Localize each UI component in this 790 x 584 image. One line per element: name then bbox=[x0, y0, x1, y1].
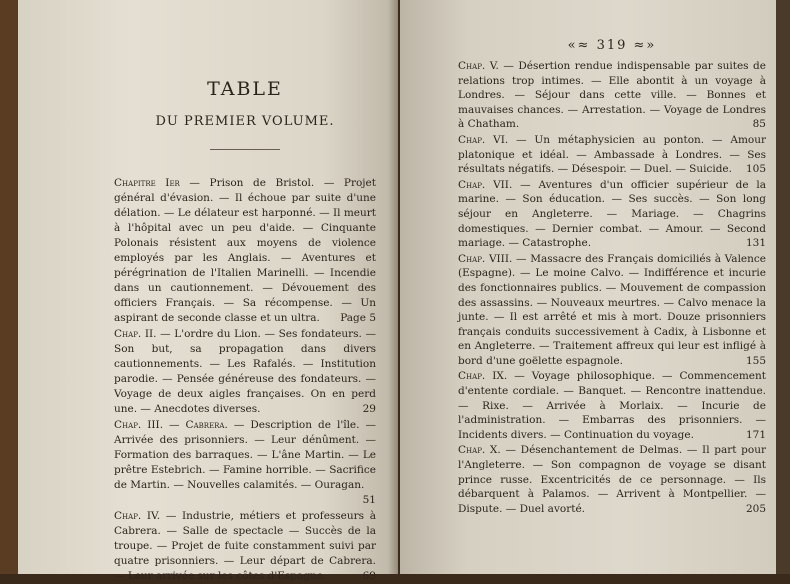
toc-entry bbox=[458, 178, 766, 251]
book-cover-edge bbox=[0, 0, 18, 574]
toc-chapter-summary: — Description de l'île. — Arrivée des prisonniers. — Leur dénûment. — Formation des barraques. — L'âne Martin. — Le prêtre Estebrich. — Famine horrible. — Sacrifice de Martin. — Nouvelles calamités. — Ouragan. bbox=[114, 419, 376, 491]
left-page bbox=[18, 0, 398, 582]
toc-chapter-summary: — Industrie, métiers et professeurs à Cabrera. — Salle de spectacle — Succès de la troupe. — Projet de fuite constamment suivi par quatre prisonniers. — Leur départ de Cabrera. — Leur arrivée sur les côtes d'Espagne. bbox=[114, 510, 376, 582]
toc-chapter-label: Chap. V. bbox=[458, 60, 499, 72]
toc-entry bbox=[114, 418, 376, 508]
toc-entry bbox=[114, 509, 376, 584]
toc-chapter-label: Chap. III. — Cabrera. bbox=[114, 419, 228, 431]
toc-page-number: 155 bbox=[745, 354, 766, 367]
toc-chapter-label: Chap. VII. bbox=[458, 178, 513, 191]
toc-page-number: 29 bbox=[362, 403, 376, 415]
toc-chapter-label: Chapitre Ier bbox=[114, 177, 180, 189]
divider bbox=[210, 149, 280, 150]
toc-page-number: 171 bbox=[745, 428, 766, 441]
toc-chapter-label: Chap. IV. bbox=[114, 510, 161, 522]
toc-entry bbox=[458, 59, 766, 132]
page-number: «≈ 319 ≈» bbox=[567, 38, 657, 53]
toc-entry bbox=[114, 176, 376, 326]
book-right-edge bbox=[776, 0, 790, 574]
toc-chapter-summary: — Voyage philosophique. — Commencement d'entente cordiale. — Banquet. — Rencontre inattendue. — Rixe. — Arrivée à Morlaix. — Incurie de l'administration. — Embarras des prisonniers. — Incidents divers. — Continuation du voyage. bbox=[458, 370, 767, 441]
toc-entry bbox=[114, 327, 376, 417]
toc-chapter-summary: — Aventures d'un officier supérieur de la marine. — Son éducation. — Ses succès. — Son long séjour en Angleterre. — Mariage. — Chagrins domestiques. — Dernier combat. — Amour. — Second mariage. — Catastrophe. bbox=[458, 178, 767, 250]
page-subtitle: DU PREMIER VOLUME. bbox=[155, 114, 335, 129]
toc-page-number: 131 bbox=[745, 237, 766, 250]
toc-chapter-label: Chap. VIII. bbox=[458, 252, 513, 265]
toc-chapter-label: Chap. VI. bbox=[458, 133, 509, 146]
page-title: TABLE bbox=[207, 78, 283, 100]
toc-page-number: 51 bbox=[362, 494, 376, 506]
toc-page-number: 69 bbox=[362, 570, 376, 582]
toc-entry bbox=[458, 252, 766, 369]
toc-chapter-summary: — L'ordre du Lion. — Ses fondateurs. — Son but, sa propagation dans divers cautionnements. — Les Rafalés. — Institution parodie. — Pensée généreuse des fondateurs. — Voyage de deux aigles françaises. On en perd une. — Anecdotes diverses. bbox=[114, 328, 376, 415]
toc-chapter-label: Chap. IX. bbox=[458, 370, 508, 383]
toc-entry bbox=[458, 369, 766, 442]
right-page bbox=[400, 0, 776, 574]
page-number-value: 319 bbox=[596, 38, 628, 53]
toc-entry bbox=[458, 133, 766, 177]
toc-page-number: 105 bbox=[745, 163, 766, 176]
toc-chapter-summary: — Désenchantement de Delmas. — Il part pour l'Angleterre. — Son compagnon de voyage se disant prince russe. Excentricités de ce personnage. — Ils débarquent à Palamos. — Arrivent à Montpellier. — Dispute. — Duel avorté. bbox=[458, 444, 766, 515]
toc-chapter-summary: — Un métaphysicien au ponton. — Amour platonique et idéal. — Ambassade à Londres. — Ses résultats négatifs. — Désespoir. — Duel. — Suicide. bbox=[458, 133, 767, 176]
toc-list-right bbox=[458, 59, 766, 516]
toc-chapter-summary: — Massacre des Français domiciliés à Valence (Espagne). — Le moine Calvo. — Indifférence et incurie des fonctionnaires publics. — Mouvement de compassion des assassins. — Nouveaux meurtres. — Calvo menace la junte. — Il est arrêté et mis à mort. Douze prisonniers français conduits successivement à Cadix, à Lisbonne et en Angleterre. — Traitement affreux qui leur est infligé à bord d'une goëlette espagnole. bbox=[458, 252, 766, 367]
toc-list-left bbox=[114, 176, 376, 584]
toc-page-number: 85 bbox=[752, 118, 766, 131]
toc-chapter-summary: — Prison de Bristol. — Projet général d'évasion. — Il échoue par suite d'une délation. — Le délateur est harponné. — Il meurt à l'hôpital avec un peu d'aide. — Cinquante Polonais résistent aux moyens de violence employés par les Anglais. — Aventures et pérégrination de l'Italien Marinelli. — Incendie dans un cautionnement. — Dévouement des officiers Français. — Sa récompense. — Un aspirant de seconde classe et un ultra. bbox=[114, 177, 376, 324]
toc-entry bbox=[458, 443, 766, 516]
toc-chapter-summary: — Désertion rendue indispensable par suites de relations trop intimes. — Elle abontit à un voyage à Londres. — Séjour dans cette ville. — Bonnes et mauvaises chances. — Arrestation. — Voyage de Londres à Chatham. bbox=[458, 60, 766, 131]
toc-chapter-label: Chap. II. bbox=[114, 328, 157, 340]
toc-page-number: Page 5 bbox=[340, 312, 376, 324]
toc-page-number: 205 bbox=[745, 502, 766, 515]
toc-chapter-label: Chap. X. bbox=[458, 444, 501, 457]
